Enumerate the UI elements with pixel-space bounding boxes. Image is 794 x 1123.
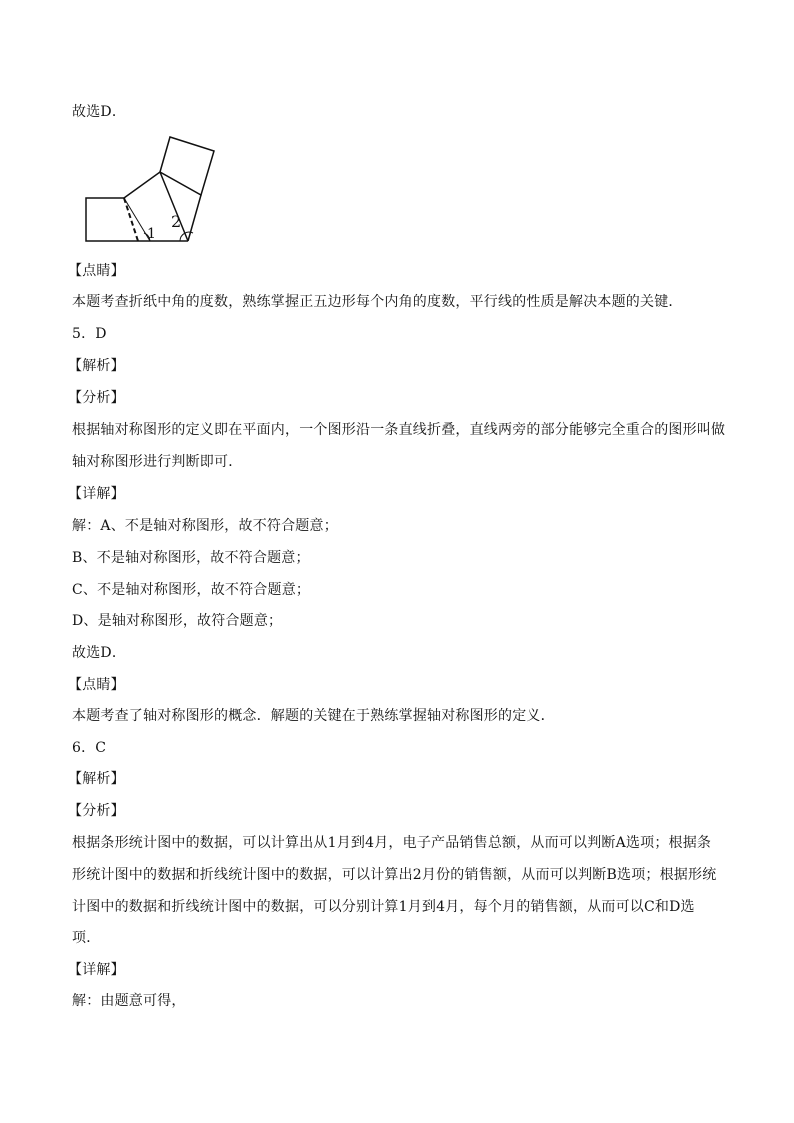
text-line: C、不是轴对称图形，故不符合题意；: [72, 582, 311, 598]
section-heading-dianjing: 【点睛】: [68, 263, 125, 279]
figure-svg: [80, 132, 230, 247]
section-heading-dianjing: 【点睛】: [68, 677, 125, 693]
text-line: 形统计图中的数据和折线统计图中的数据，可以计算出2月份的销售额，从而可以判断B选项；根据形统: [72, 867, 717, 883]
text-line: 本题考查折纸中角的度数，熟练掌握正五边形每个内角的度数，平行线的性质是解决本题的关键．: [72, 294, 683, 310]
dashed-fold-line: [124, 198, 138, 241]
section-heading-xiangjie: 【详解】: [68, 962, 125, 978]
text-line: 故选D．: [72, 645, 127, 661]
question-number: 5．D: [72, 326, 107, 342]
text-line: 解：由题意可得，: [72, 993, 186, 1009]
right-edge: [188, 195, 201, 241]
angle-label-2: 2: [171, 212, 182, 231]
text-line: 计图中的数据和折线统计图中的数据，可以分别计算1月到4月，每个月的销售额，从而可以C和D选: [72, 899, 695, 915]
section-heading-jiexi: 【解析】: [68, 358, 125, 374]
section-heading-jiexi: 【解析】: [68, 771, 125, 787]
text-line: D、是轴对称图形，故符合题意；: [72, 613, 283, 629]
text-line: 故选D．: [72, 104, 127, 120]
question-number: 6．C: [72, 740, 107, 756]
text-line: 项．: [72, 930, 101, 946]
text-line: 根据条形统计图中的数据，可以计算出从1月到4月，电子产品销售总额，从而可以判断A选项；根据条: [72, 835, 712, 851]
text-line: 本题考查了轴对称图形的概念．解题的关键在于熟练掌握轴对称图形的定义．: [72, 708, 555, 724]
section-heading-xiangjie: 【详解】: [68, 486, 125, 502]
text-line: B、不是轴对称图形，故不符合题意；: [72, 550, 310, 566]
text-line: 轴对称图形进行判断即可．: [72, 454, 243, 470]
folded-pentagon-figure: [80, 132, 230, 247]
text-line: 解：A、不是轴对称图形，故不符合题意；: [72, 518, 338, 534]
top-square: [160, 137, 214, 195]
angle-label-1: 1: [147, 226, 156, 242]
section-heading-fenxi: 【分析】: [68, 390, 125, 406]
text-line: 根据轴对称图形的定义即在平面内，一个图形沿一条直线折叠，直线两旁的部分能够完全重合的图形叫做: [72, 422, 726, 438]
section-heading-fenxi: 【分析】: [68, 803, 125, 819]
